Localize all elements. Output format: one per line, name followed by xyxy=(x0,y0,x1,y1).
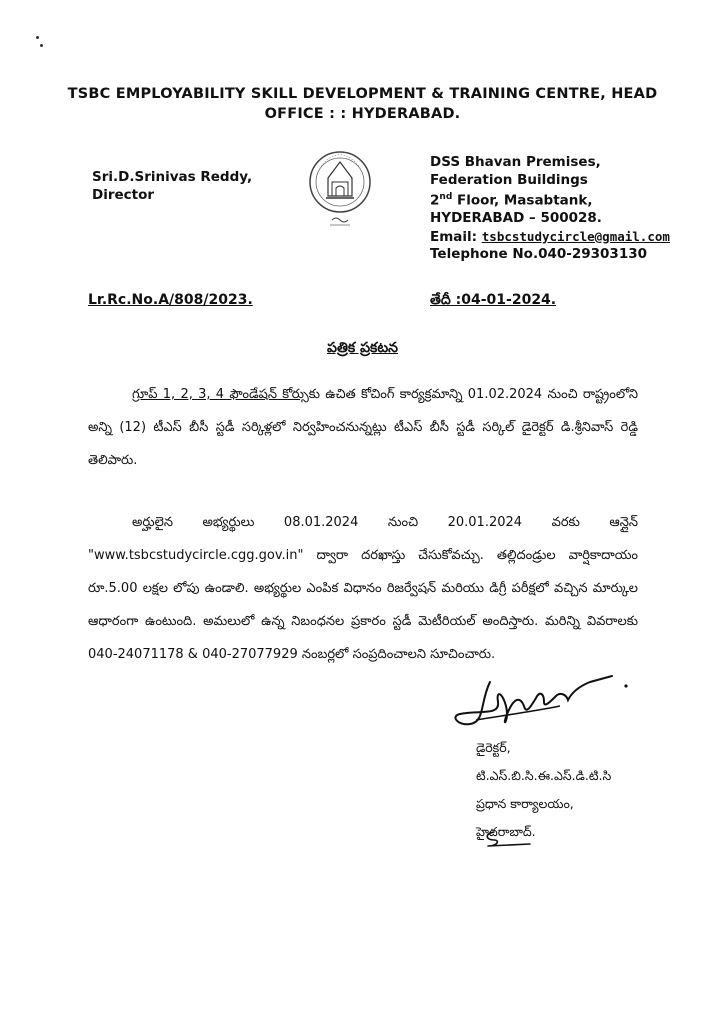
scan-speck xyxy=(40,44,43,47)
course-name: గ్రూప్ 1, 2, 3, 4 ఫౌండేషన్ కోర్సు xyxy=(132,387,309,402)
office-heading xyxy=(40,84,685,124)
signature-office: ప్రధాన కార్యాలయం, xyxy=(476,796,574,811)
initials-mark xyxy=(480,828,540,852)
floor-number: 2 xyxy=(430,192,440,209)
signature-scribble xyxy=(440,672,640,742)
scan-speck xyxy=(36,36,39,39)
body-paragraph-1 xyxy=(88,378,638,477)
reference-number: Lr.Rc.No.A/808/2023. xyxy=(88,292,253,308)
address-line3 xyxy=(430,189,720,210)
floor-rest: Floor, Masabtank, xyxy=(452,192,593,209)
office-heading-line1: TSBC EMPLOYABILITY SKILL DEVELOPMENT & TRAINING CENTRE, HEAD xyxy=(67,86,658,102)
email-link[interactable]: tsbcstudycircle@gmail.com xyxy=(481,228,670,244)
reference-date: తేదీ :04-01-2024. xyxy=(430,292,557,308)
director-name: Sri.D.Srinivas Reddy, xyxy=(92,169,253,185)
signature-city: హైదరాబాద్. xyxy=(476,824,536,839)
body-paragraph-1-text: కు ఉచిత కోచింగ్ కార్యక్రమాన్ని 01.02.2024 నుంచి రాష్ట్రంలోని అన్ని (12) టీఎస్ బీసీ స్టడీ సర్కిళ్లలో నిర్వహించనున్నట్లు టీఎస్ బీసీ స్టడీ సర్కిల్ డైరెక్టర్ డి.శ్రీనివాస్ రెడ్డి తెలిపారు. xyxy=(88,387,638,468)
signature-designation: డైరెక్టర్, xyxy=(476,740,511,755)
telephone-line: Telephone No.040-29303130 xyxy=(430,246,648,262)
address-block xyxy=(430,154,720,264)
director-block xyxy=(92,168,252,204)
office-heading-line2: OFFICE : : HYDERABAD. xyxy=(264,106,461,122)
address-line2: Federation Buildings xyxy=(430,171,588,188)
address-line4: HYDERABAD – 500028. xyxy=(430,210,602,226)
floor-suffix: nd xyxy=(439,192,453,202)
email-label: Email: xyxy=(430,228,478,245)
signature-organization: టి.ఎస్.బి.సి.ఈ.ఎస్.డి.టి.సి xyxy=(476,768,612,783)
email-line xyxy=(430,228,720,247)
press-release-title xyxy=(40,340,685,359)
address-line1: DSS Bhavan Premises, xyxy=(430,154,601,170)
press-release-title-text: పత్రిక ప్రకటన xyxy=(327,340,398,356)
body-paragraph-2: అర్హులైన అభ్యర్థులు 08.01.2024 నుంచి 20.01.2024 వరకు ఆన్లైన్ "www.tsbcstudycircle.cgg.gov.in" ద్వారా దరఖాస్తు చేసుకోవచ్చు. తల్లిదండ్రుల వార్షికాదాయం రూ.5.00 లక్షల లోపు ఉండాలి. అభ్యర్థుల ఎంపిక విధానం రిజర్వేషన్ మరియు డిగ్రీ పరీక్షలో వచ్చిన మార్కుల ఆధారంగా ఉంటుంది. అమలులో ఉన్న నిబంధనల ప్రకారం స్టడీ మెటీరియల్ అందిస్తారు. మరిన్ని వివరాలకు 040-24071178 & 040-27077929 నంబర్లలో సంప్రదించాలని సూచించారు. xyxy=(88,515,638,662)
telangana-emblem-icon xyxy=(308,148,372,230)
director-title: Director xyxy=(92,187,155,203)
